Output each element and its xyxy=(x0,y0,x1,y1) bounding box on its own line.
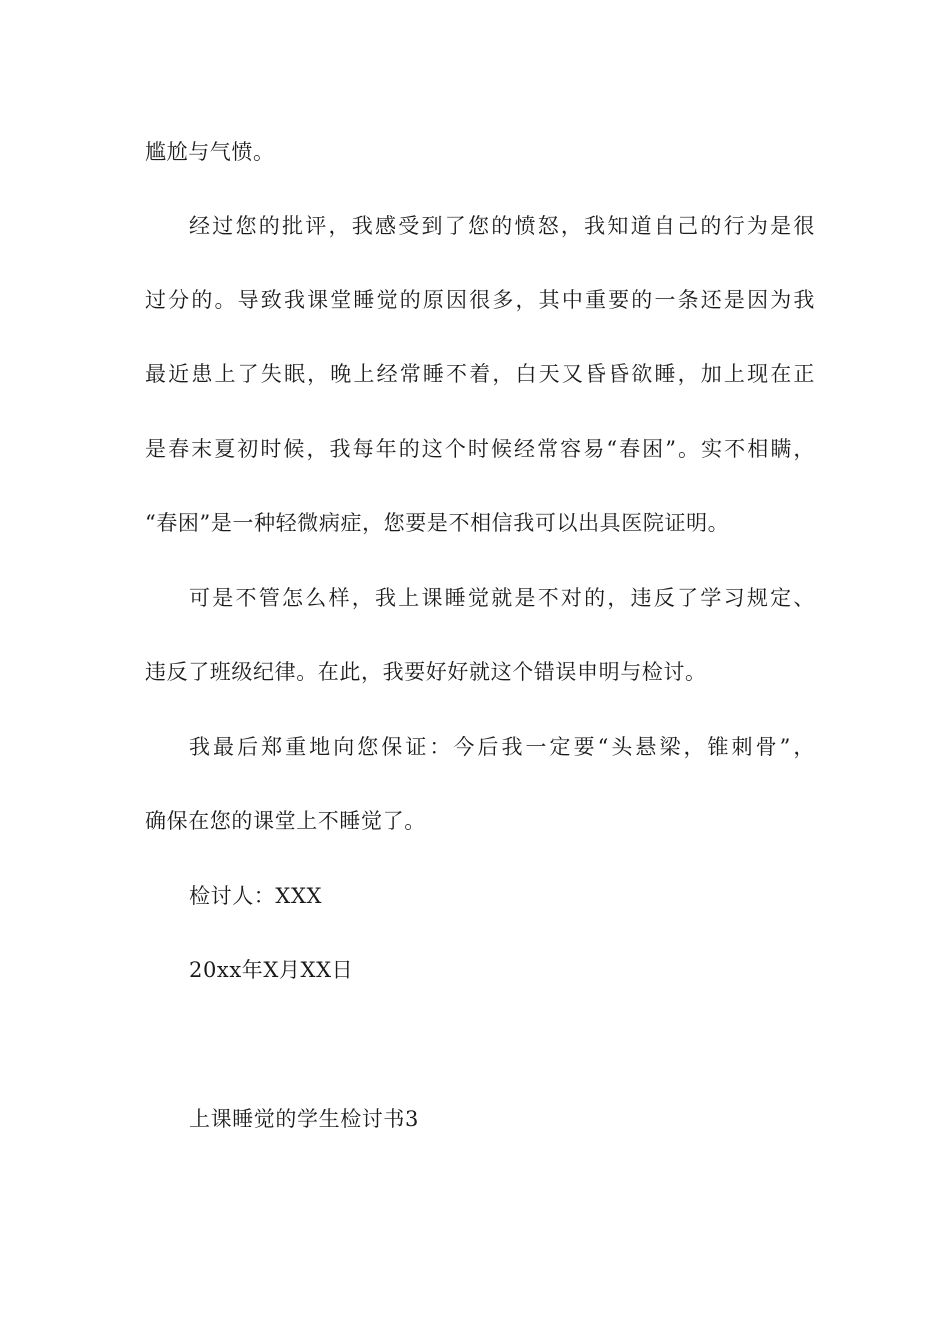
paragraph-line: 最近患上了失眠，晚上经常睡不着，白天又昏昏欲睡，加上现在正 xyxy=(145,362,815,386)
paragraph-line: 可是不管怎么样，我上课睡觉就是不对的，违反了学习规定、 xyxy=(189,586,815,610)
section-heading: 上课睡觉的学生检讨书3 xyxy=(189,1107,419,1131)
paragraph-line: 我最后郑重地向您保证：今后我一定要“头悬梁，锥刺骨”， xyxy=(189,735,815,759)
paragraph-line: “春困”是一种轻微病症，您要是不相信我可以出具医院证明。 xyxy=(145,511,730,535)
signature-line: 检讨人：XXX xyxy=(189,884,323,908)
paragraph-line: 经过您的批评，我感受到了您的愤怒，我知道自己的行为是很 xyxy=(189,214,815,238)
paragraph-line: 是春末夏初时候，我每年的这个时候经常容易“春困”。实不相瞒， xyxy=(145,437,815,461)
paragraph-line: 尴尬与气愤。 xyxy=(145,140,275,164)
paragraph-line: 违反了班级纪律。在此，我要好好就这个错误申明与检讨。 xyxy=(145,660,707,684)
paragraph-line: 确保在您的课堂上不睡觉了。 xyxy=(145,809,426,833)
paragraph-line: 过分的。导致我课堂睡觉的原因很多，其中重要的一条还是因为我 xyxy=(145,288,815,312)
date-line: 20xx年X月XX日 xyxy=(189,958,354,982)
